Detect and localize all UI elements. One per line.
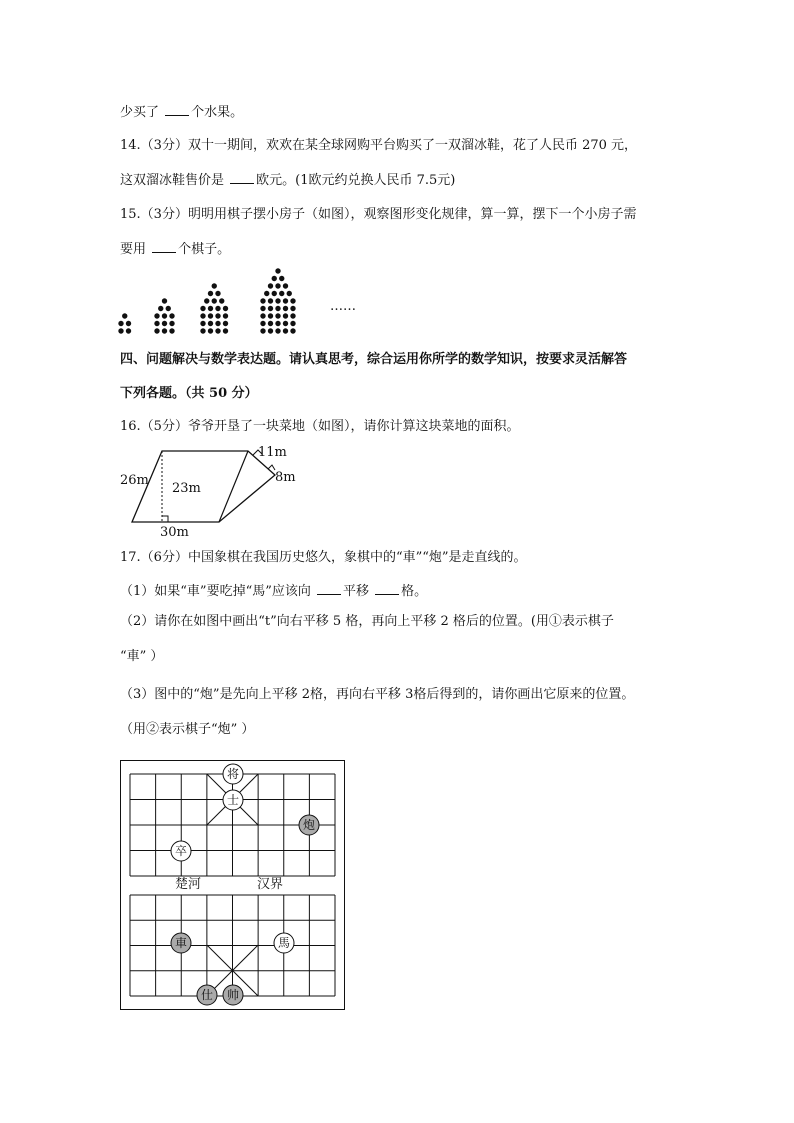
field-outline xyxy=(132,451,275,522)
house-dots xyxy=(118,268,295,333)
house-dot xyxy=(208,306,213,311)
q17-p1-pre: （1）如果“車”要吃掉“馬”应该向 xyxy=(120,584,315,599)
house-dot xyxy=(215,321,220,326)
piece-shi[interactable] xyxy=(223,790,243,810)
label-side: 8m xyxy=(275,470,296,485)
house-dot xyxy=(260,328,265,333)
piece-pao-label: 炮 xyxy=(302,818,316,832)
chess-board xyxy=(120,760,350,1012)
house-dot xyxy=(275,321,280,326)
house-dot xyxy=(260,298,265,303)
house-dot xyxy=(122,313,127,318)
house-dot xyxy=(290,306,295,311)
house-dot xyxy=(283,298,288,303)
house-dot xyxy=(268,321,273,326)
q15-line2 xyxy=(120,240,230,259)
house-dot xyxy=(283,283,288,288)
house-dot xyxy=(260,321,265,326)
piece-ju[interactable] xyxy=(171,933,191,953)
river-right: 汉界 xyxy=(257,877,284,892)
answer-blank[interactable] xyxy=(375,582,399,595)
piece-zu[interactable] xyxy=(171,841,191,861)
q14-line2-pre: 这双溜冰鞋售价是 xyxy=(120,173,229,188)
house-dot xyxy=(118,328,123,333)
piece-shi-red-label: 仕 xyxy=(200,988,214,1002)
house-dot xyxy=(154,313,159,318)
house-dot xyxy=(126,328,131,333)
house-dot xyxy=(279,291,284,296)
piece-ma-label: 馬 xyxy=(277,936,291,950)
piece-shi-label: 士 xyxy=(226,793,240,807)
q17-text: 17.（6分）中国象棋在我国历史悠久，象棋中的“車”“炮”是走直线的。 xyxy=(120,550,527,565)
q17-p3-line2: （用②表示棋子“炮” ） xyxy=(120,722,255,737)
house-dot xyxy=(275,268,280,273)
answer-blank[interactable] xyxy=(317,582,341,595)
house-dot xyxy=(290,298,295,303)
house-dot xyxy=(283,313,288,318)
house-dot xyxy=(287,291,292,296)
house-dot xyxy=(223,313,228,318)
house-dot xyxy=(154,321,159,326)
house-dot xyxy=(268,313,273,318)
piece-pao[interactable] xyxy=(299,815,319,835)
houses-ellipsis: …… xyxy=(330,299,356,314)
river-left: 楚河 xyxy=(175,877,202,892)
house-dot xyxy=(283,321,288,326)
field-figure xyxy=(115,440,315,540)
house-dot xyxy=(162,328,167,333)
house-dot xyxy=(212,298,217,303)
piece-zu-label: 卒 xyxy=(174,844,188,858)
diagonal-line xyxy=(219,451,248,522)
house-dot xyxy=(223,321,228,326)
house-dot xyxy=(275,306,280,311)
piece-jiang-label: 将 xyxy=(226,767,240,781)
q13-tail xyxy=(120,103,243,122)
q14-line2 xyxy=(120,171,455,190)
house-dot xyxy=(166,306,171,311)
house-dot xyxy=(290,328,295,333)
house-dot xyxy=(215,306,220,311)
piece-shi-red[interactable] xyxy=(197,985,217,1005)
house-dot xyxy=(208,321,213,326)
q17-p1-mid: 平移 xyxy=(343,584,374,599)
house-dot xyxy=(264,291,269,296)
piece-jiang[interactable] xyxy=(223,764,243,784)
house-dot xyxy=(268,328,273,333)
house-dot xyxy=(169,321,174,326)
house-dot xyxy=(118,321,123,326)
house-dot xyxy=(283,328,288,333)
piece-shuai[interactable] xyxy=(223,985,243,1005)
label-bottom: 30m xyxy=(160,525,189,540)
q17-p2-line2: “車” ） xyxy=(120,649,164,664)
q14-line1: 14.（3分）双十一期间，欢欢在某全球网购平台购买了一双溜冰鞋，花了人民币 270 元， xyxy=(120,138,638,153)
house-dot xyxy=(162,298,167,303)
label-height: 23m xyxy=(172,481,201,496)
house-dot xyxy=(169,328,174,333)
house-dot xyxy=(169,313,174,318)
house-dot xyxy=(275,313,280,318)
house-dot xyxy=(223,328,228,333)
house-dot xyxy=(208,328,213,333)
house-dot xyxy=(215,328,220,333)
answer-blank[interactable] xyxy=(152,240,176,253)
section4-line2: 下列各题。（共 50 分） xyxy=(120,386,258,401)
house-dot xyxy=(290,321,295,326)
q15-line2-post: 个棋子。 xyxy=(178,242,231,257)
q17-p2-line1: （2）请你在如图中画出“t”向右平移 5 格，再向上平移 2 格后的位置。(用①表示棋子 xyxy=(120,614,614,629)
piece-ma[interactable] xyxy=(274,933,294,953)
q14-line2-post: 欧元。(1欧元约兑换人民币 7.5元) xyxy=(256,173,456,188)
q16-text: 16.（5分）爷爷开垦了一块菜地（如图），请你计算这块菜地的面积。 xyxy=(120,419,520,434)
house-dot xyxy=(272,291,277,296)
house-dot xyxy=(154,328,159,333)
q13-tail-pre: 少买了 xyxy=(120,105,164,120)
house-dot xyxy=(275,298,280,303)
q17-p1 xyxy=(120,582,427,601)
q13-tail-post: 个水果。 xyxy=(191,105,244,120)
section4-line1: 四、问题解决与数学表达题。请认真思考，综合运用你所学的数学知识，按要求灵活解答 xyxy=(120,352,628,367)
house-dot xyxy=(158,306,163,311)
house-dot xyxy=(275,328,280,333)
house-dot xyxy=(126,321,131,326)
q15-line2-pre: 要用 xyxy=(120,242,151,257)
house-dot xyxy=(283,306,288,311)
label-left: 26m xyxy=(120,473,149,488)
house-dot xyxy=(272,276,277,281)
houses-figure xyxy=(115,265,375,345)
house-dot xyxy=(268,283,273,288)
q17-p3-line1: （3）图中的“炮”是先向上平移 2格，再向右平移 3格后得到的，请你画出它原来的位置。 xyxy=(120,687,635,702)
answer-blank[interactable] xyxy=(165,103,189,116)
house-dot xyxy=(268,298,273,303)
house-dot xyxy=(212,283,217,288)
piece-shuai-label: 帅 xyxy=(226,988,240,1002)
piece-ju-label: 車 xyxy=(174,936,188,950)
house-dot xyxy=(290,313,295,318)
house-dot xyxy=(162,313,167,318)
label-top: 11m xyxy=(258,445,287,460)
q15-line1: 15.（3分）明明用棋子摆小房子（如图），观察图形变化规律，算一算，摆下一个小房子需 xyxy=(120,207,637,222)
house-dot xyxy=(260,313,265,318)
house-dot xyxy=(208,291,213,296)
house-dot xyxy=(275,283,280,288)
house-dot xyxy=(200,306,205,311)
house-dot xyxy=(200,321,205,326)
house-dot xyxy=(204,298,209,303)
house-dot xyxy=(162,321,167,326)
house-dot xyxy=(219,298,224,303)
house-dot xyxy=(260,306,265,311)
house-dot xyxy=(268,306,273,311)
house-dot xyxy=(200,328,205,333)
house-dot xyxy=(215,291,220,296)
answer-blank[interactable] xyxy=(230,171,254,184)
house-dot xyxy=(279,276,284,281)
house-dot xyxy=(208,313,213,318)
house-dot xyxy=(215,313,220,318)
house-dot xyxy=(200,313,205,318)
q17-p1-post: 格。 xyxy=(401,584,428,599)
house-dot xyxy=(223,306,228,311)
right-angle-mark xyxy=(162,516,168,522)
